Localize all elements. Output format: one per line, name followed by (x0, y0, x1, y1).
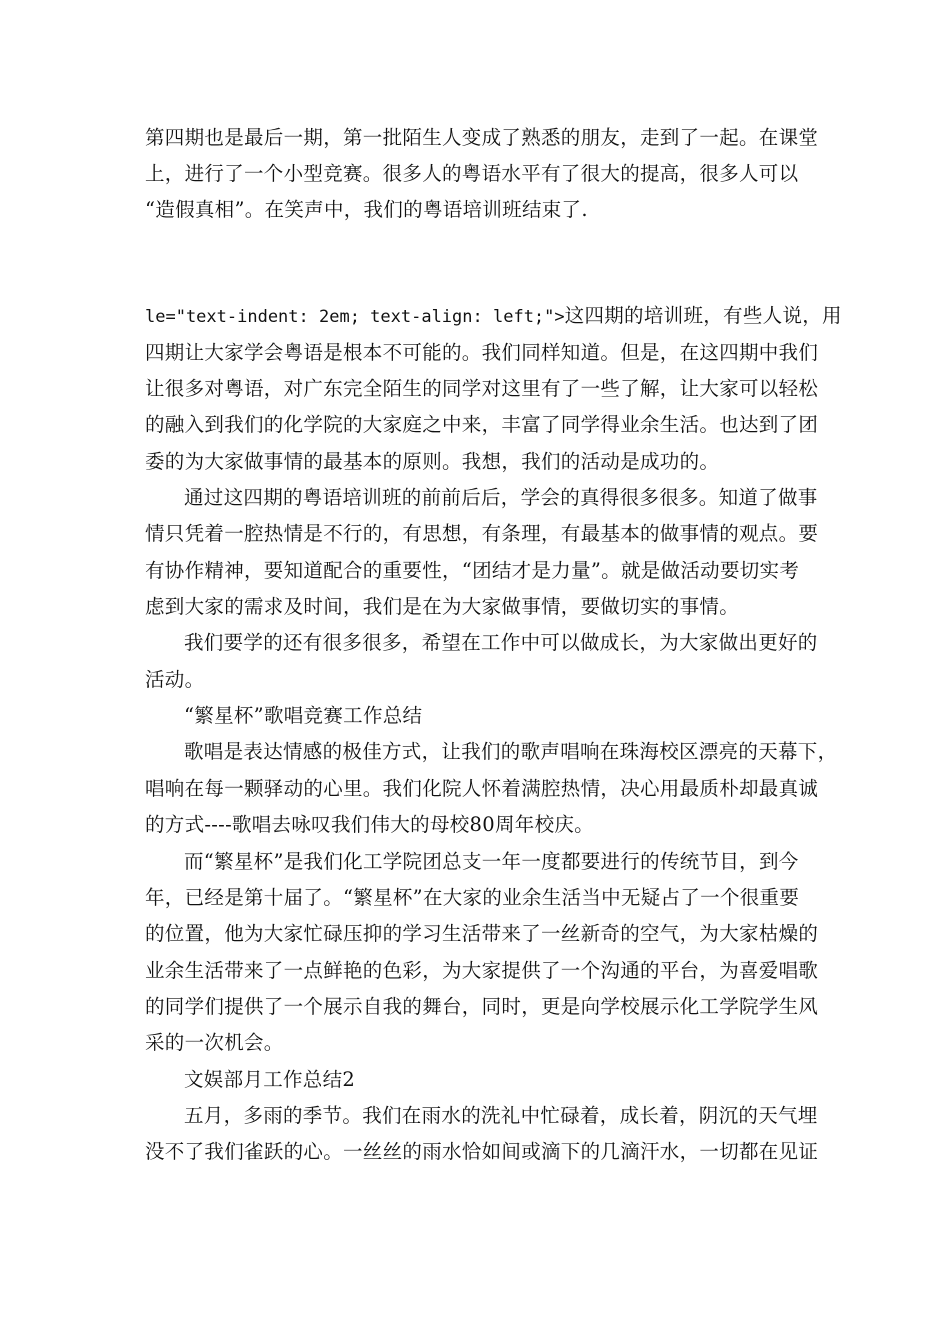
text-line: 我们要学的还有很多很多，希望在工作中可以做成长，为大家做出更好的 (184, 631, 818, 654)
stray-markup-fragment: le="text-indent: 2em; text-align: left;"> (145, 307, 565, 327)
text-fragment: 这四期的培训班，有些人说，用 (564, 304, 842, 327)
text-line: 委的为大家做事情的最基本的原则。我想，我们的活动是成功的。 (145, 450, 720, 473)
text-line: 第四期也是最后一期，第一批陌生人变成了熟悉的朋友，走到了一起。在课堂 (145, 126, 819, 149)
text-line: 活动。 (145, 668, 205, 691)
text-line: 的方式----歌唱去咏叹我们伟大的母校80周年校庆。 (145, 813, 594, 836)
text-line: 通过这四期的粤语培训班的前前后后，学会的真得很多很多。知道了做事 (184, 486, 818, 509)
text-line: 没不了我们雀跃的心。一丝丝的雨水恰如间或滴下的几滴汗水，一切都在见证 (145, 1140, 819, 1163)
text-line: 的融入到我们的化学院的大家庭之中来，丰富了同学得业余生活。也达到了团 (145, 413, 819, 436)
text-line: 歌唱是表达情感的极佳方式，让我们的歌声唱响在珠海校区漂亮的天幕下， (184, 740, 838, 763)
text-line: 有协作精神，要知道配合的重要性，“团结才是力量”。就是做活动要切实考 (145, 559, 800, 582)
text-line: 业余生活带来了一点鲜艳的色彩，为大家提供了一个沟通的平台，为喜爱唱歌 (145, 959, 819, 982)
text-line: 五月，多雨的季节。我们在雨水的洗礼中忙碌着，成长着，阴沉的天气埋 (184, 1104, 818, 1127)
text-line: 情只凭着一腔热情是不行的，有思想，有条理，有最基本的做事情的观点。要 (145, 522, 819, 545)
text-line (145, 303, 842, 330)
text-line: 上，进行了一个小型竞赛。很多人的粤语水平有了很大的提高，很多人可以 (145, 162, 799, 185)
text-line: 唱响在每一颗驿动的心里。我们化院人怀着满腔热情，决心用最质朴却最真诚 (145, 777, 819, 800)
text-line: 虑到大家的需求及时间，我们是在为大家做事情，要做切实的事情。 (145, 595, 740, 618)
text-line: 四期让大家学会粤语是根本不可能的。我们同样知道。但是，在这四期中我们 (145, 341, 819, 364)
section-heading: 文娱部月工作总结2 (184, 1068, 356, 1091)
text-line: 而“繁星杯”是我们化工学院团总支一年一度都要进行的传统节目，到今 (184, 850, 799, 873)
text-line: “造假真相”。在笑声中，我们的粤语培训班结束了. (145, 198, 588, 221)
text-line: 采的一次机会。 (145, 1031, 284, 1054)
section-heading: “繁星杯”歌唱竞赛工作总结 (184, 704, 423, 727)
text-line: 的同学们提供了一个展示自我的舞台，同时，更是向学校展示化工学院学生风 (145, 995, 819, 1018)
text-line: 的位置，他为大家忙碌压抑的学习生活带来了一丝新奇的空气，为大家枯燥的 (145, 922, 819, 945)
text-line: 让很多对粤语，对广东完全陌生的同学对这里有了一些了解，让大家可以轻松 (145, 377, 819, 400)
text-line: 年，已经是第十届了。“繁星杯”在大家的业余生活当中无疑占了一个很重要 (145, 886, 800, 909)
